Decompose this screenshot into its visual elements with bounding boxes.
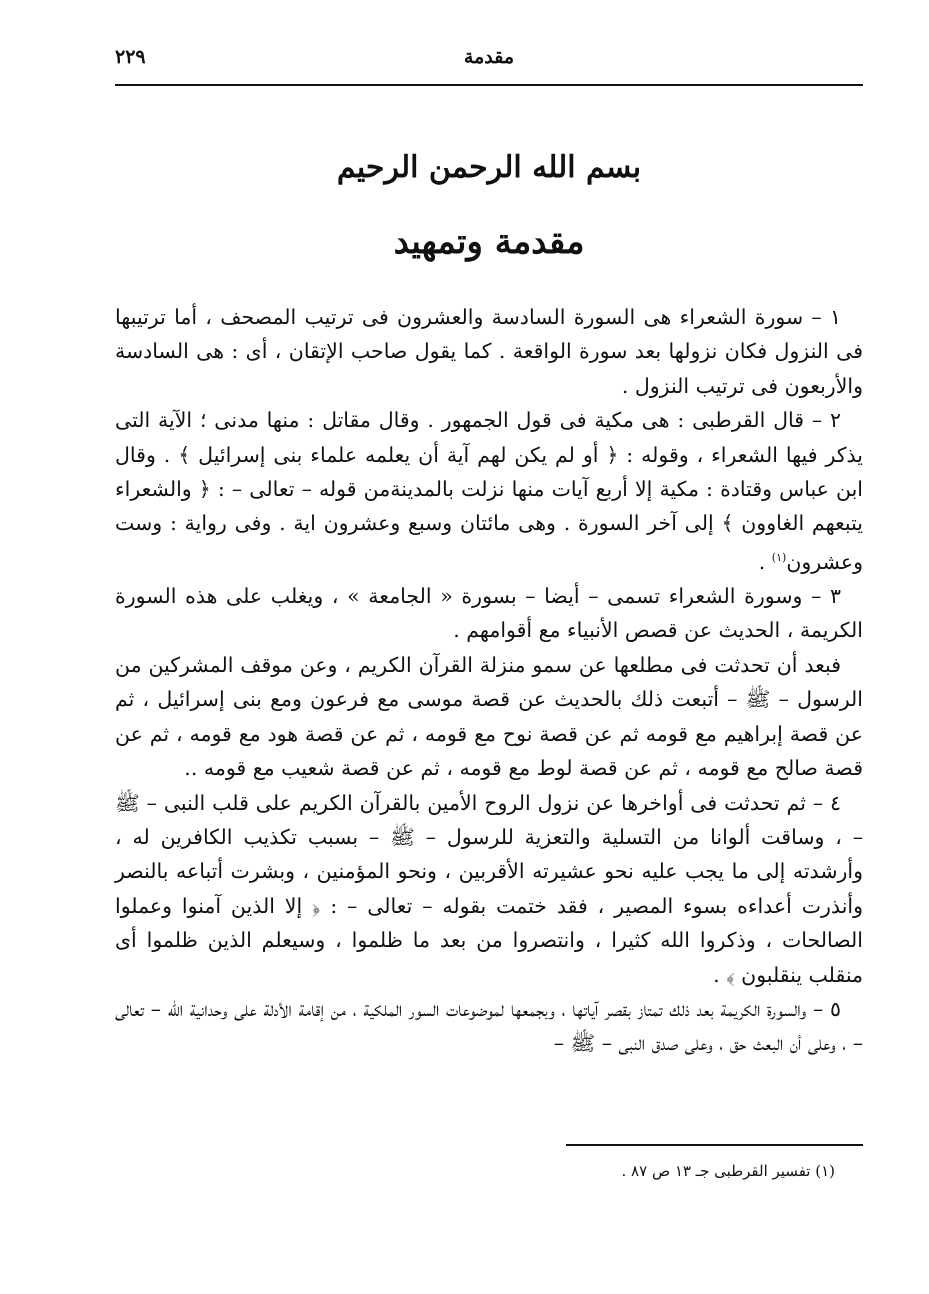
paragraph-4: فبعد أن تحدثت فى مطلعها عن سمو منزلة القرآن الكريم ، وعن موقف المشركين من الرسول – ﷺ – أتبعت ذلك بالحديث عن قصة موسى مع فرعون ومع بنى إسرائيل ، ثم عن قصة إبراهيم مع قومه ثم عن قصة نوح مع قومه ، ثم عن قصة هود مع قومه ، ثم عن قصة صالح مع قومه ، ثم عن قصة لوط مع قومه ، ثم عن قصة شعيب مع قومه ..	[115, 652, 863, 781]
paragraph-2	[115, 403, 863, 579]
page-number: ٢٢٩	[115, 46, 146, 68]
body-text	[115, 300, 863, 1061]
page-header	[115, 44, 863, 74]
paragraph-6: ٥ – والسورة الكريمة بعد ذلك تمتاز بقصر آياتها ، وبجمعها لموضوعات السور الملكية ، من إقامة الأدلة على وحدانية الله – تعالى – ، وعلى أن البعث حق ، وعلى صدق النبى – ﷺ –	[115, 996, 863, 1056]
basmala: بسم الله الرحمن الرحيم	[336, 150, 642, 185]
page-title: مقدمة وتمهيد	[393, 222, 585, 262]
paragraph-5: ٤ – ثم تحدثت فى أواخرها عن نزول الروح الأمين بالقرآن الكريم على قلب النبى – ﷺ – ، وساقت ألوانا من التسلية والتعزية للرسول – ﷺ – بسبب تكذيب الكافرين له ، وأرشدته إلى ما يجب عليه نحو عشيرته الأقربين ، ونحو المؤمنين ، وبشرت أتباعه بالنصر وأنذرت أعداءه بسوء المصير ، فقد ختمت بقوله – تعالى – : ﴿ إلا الذين آمنوا وعملوا الصالحات ، وذكروا الله كثيرا ، وانتصروا من بعد ما ظلموا ، وسيعلم الذين ظلموا أى منقلب ينقلبون ﴾ .	[115, 790, 863, 987]
paragraph-3: ٣ – وسورة الشعراء تسمى – أيضا – بسورة « الجامعة » ، ويغلب على هذه السورة الكريمة ، الحديث عن قصص الأنبياء مع أقوامهم .	[115, 584, 863, 643]
paragraph-2-text: ٢ – قال القرطبى : هى مكية فى قول الجمهور . وقال مقاتل : منها مدنى ؛ الآية التى يذكر فيها الشعراء ، وقوله : ﴿ أو لم يكن لهم آية أن يعلمه علماء بنى إسرائيل ﴾ . وقال ابن عباس وقتادة : مكية إلا أربع آيات منها نزلت بالمدينةمن قوله – تعالى – : ﴿ والشعراء يتبعهم الغاوون ﴾ إلى آخر السورة . وهى مائتان وسبع وعشرون اية . وفى رواية : وست وعشرون	[115, 408, 863, 574]
running-title: مقدمة	[463, 46, 515, 68]
paragraph-2-tail: .	[758, 549, 772, 574]
footnote-rule	[566, 1144, 863, 1146]
header-rule	[115, 84, 863, 86]
footnote-reference: (١)	[771, 550, 787, 564]
footnote: (١) تفسير القرطبى جـ ١٣ ص ٨٧ .	[621, 1162, 835, 1180]
paragraph-1: ١ – سورة الشعراء هى السورة السادسة والعشرون فى ترتيب المصحف ، أما ترتيبها فى النزول فكان نزولها بعد سورة الواقعة . كما يقول صاحب الإتقان ، أى : هى السادسة والأربعون فى ترتيب النزول .	[115, 305, 863, 398]
